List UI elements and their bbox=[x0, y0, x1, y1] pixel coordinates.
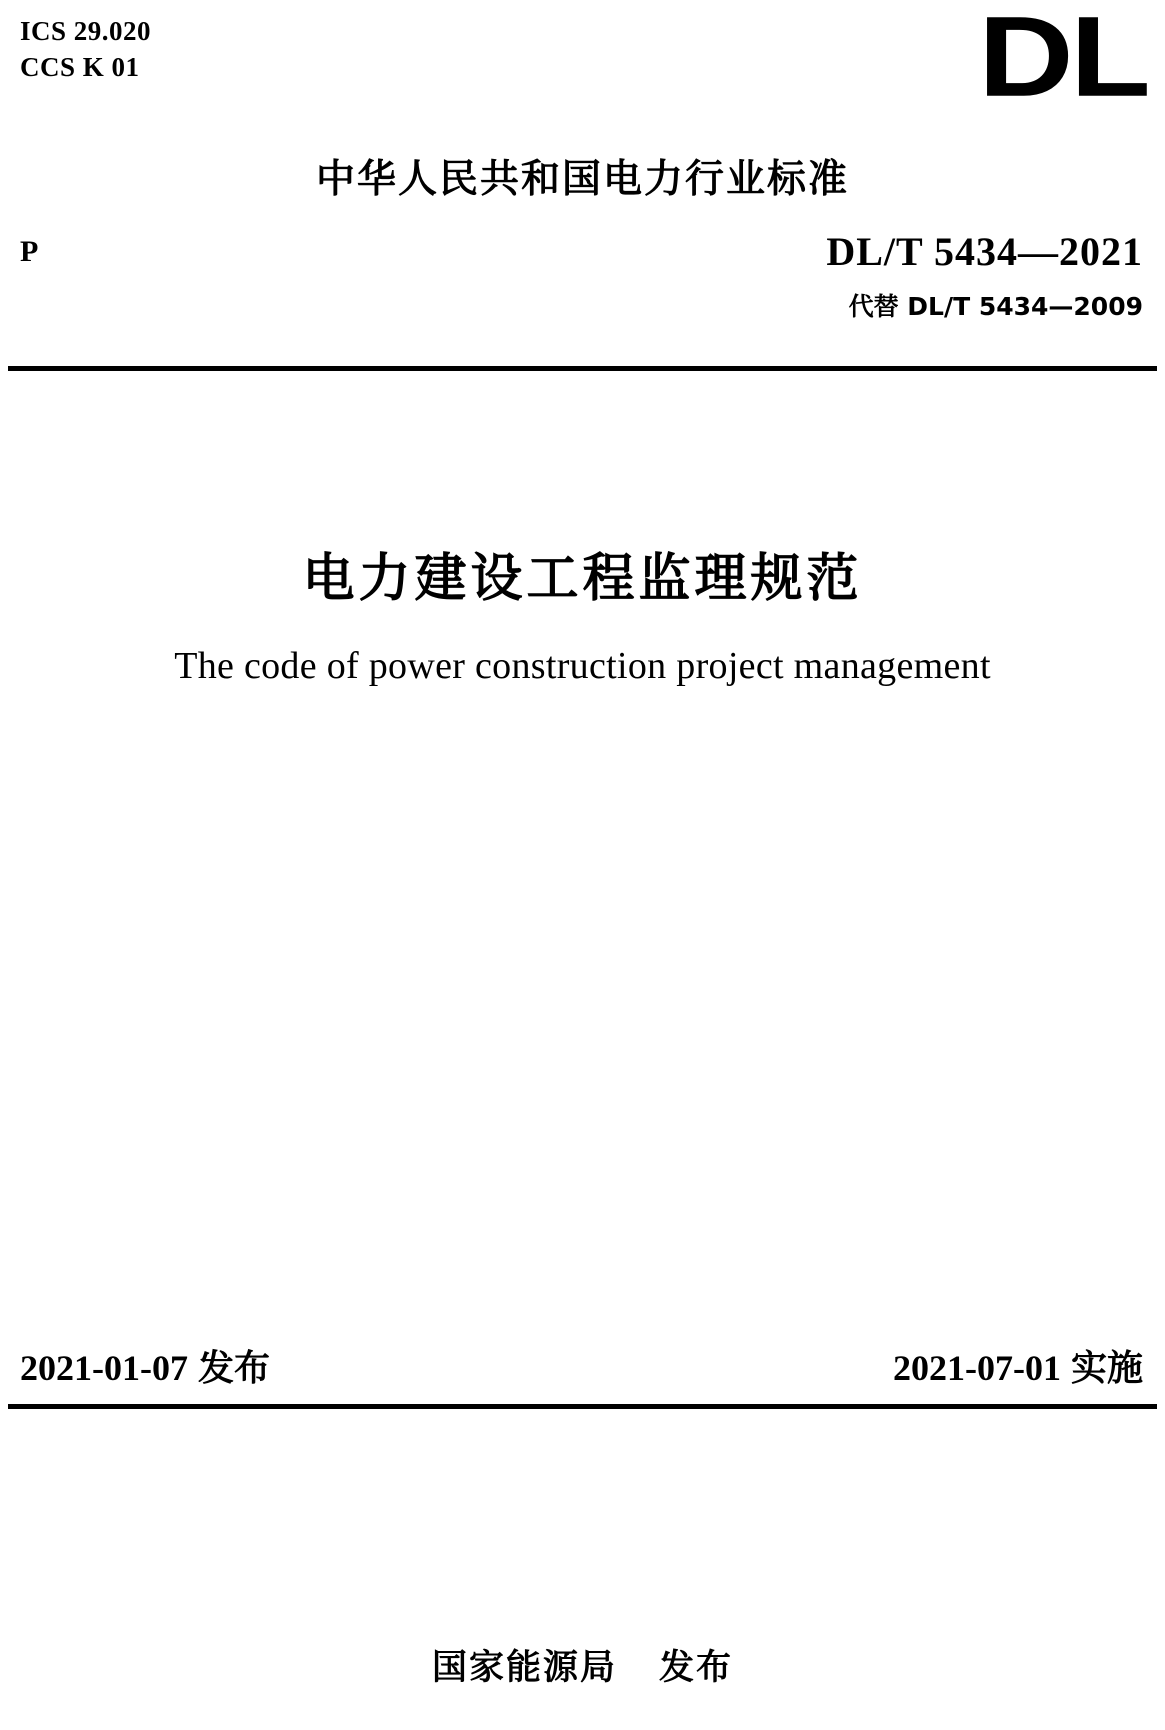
standard-replaces: 代替 DL/T 5434—2009 bbox=[848, 292, 1143, 321]
publisher-action: 发布 bbox=[659, 1648, 734, 1688]
divider-top bbox=[8, 366, 1157, 371]
standard-number-block bbox=[826, 228, 1143, 323]
ics-code: ICS 29.020 bbox=[20, 16, 152, 46]
effective-date-label: 实施 bbox=[1070, 1348, 1143, 1389]
effective-date: 2021-07-01 bbox=[893, 1348, 1061, 1388]
publisher-line bbox=[0, 1640, 1165, 1690]
ccs-code: CCS K 01 bbox=[20, 51, 140, 82]
divider-bottom bbox=[8, 1404, 1157, 1409]
issue-date: 2021-01-07 bbox=[20, 1348, 188, 1388]
issue-date-line bbox=[20, 1340, 270, 1391]
dl-logo: DL bbox=[977, 0, 1147, 121]
page-title-chinese: 电力建设工程监理规范 bbox=[302, 549, 863, 609]
classification-codes bbox=[20, 14, 151, 86]
publisher-name: 国家能源局 bbox=[431, 1648, 617, 1688]
issuing-organization-title: 中华人民共和国电力行业标准 bbox=[315, 157, 849, 202]
standard-number: DL/T 5434—2021 bbox=[826, 229, 1143, 274]
effective-date-line bbox=[893, 1340, 1143, 1391]
p-category-mark: P bbox=[20, 235, 39, 268]
page-title-english: The code of power construction project management bbox=[174, 645, 991, 687]
issue-date-label: 发布 bbox=[197, 1348, 270, 1389]
